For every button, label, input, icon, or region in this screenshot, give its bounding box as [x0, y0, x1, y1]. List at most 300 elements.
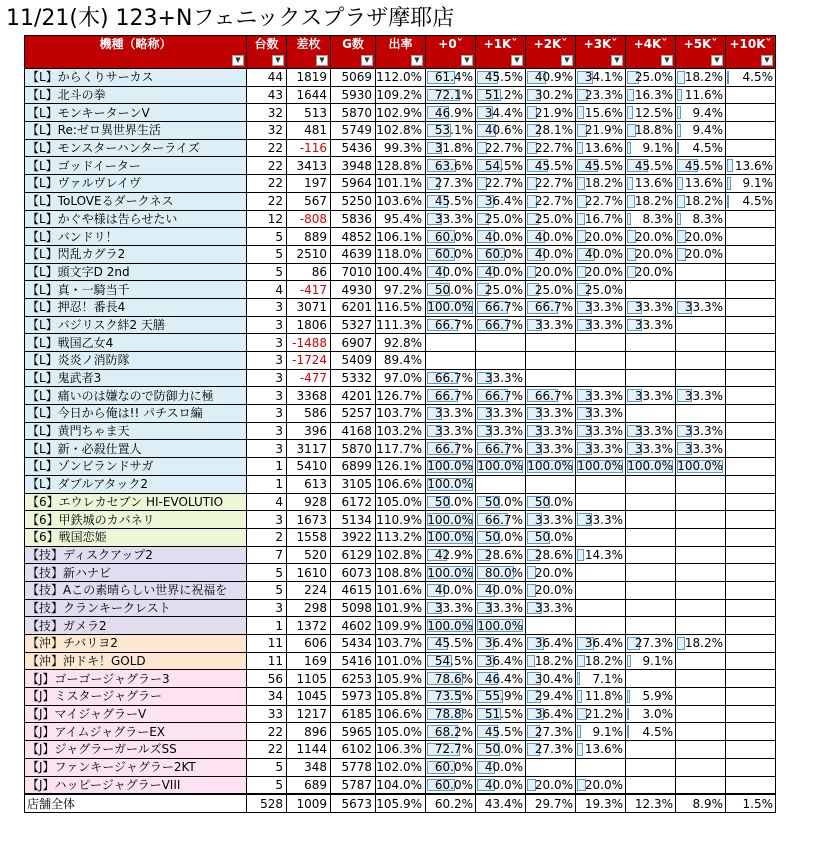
filter-dropdown-icon[interactable]: ▼ — [511, 55, 523, 66]
units-cell: 44 — [247, 69, 287, 87]
percent-cell — [526, 705, 576, 723]
rate-cell: 113.2% — [376, 528, 426, 546]
percent-value: 18.2% — [584, 654, 623, 669]
percent-cell — [426, 599, 476, 617]
percent-value: 33.3% — [584, 300, 623, 315]
percent-value: 68.2% — [434, 724, 473, 739]
percent-cell — [726, 387, 776, 405]
percent-value: 100.0% — [427, 459, 473, 474]
percent-value: 72.1% — [434, 88, 473, 103]
filter-dropdown-icon[interactable]: ▼ — [461, 55, 473, 66]
rate-cell: 101.9% — [376, 599, 426, 617]
table-row — [25, 776, 776, 794]
percent-value: 25.0% — [534, 282, 573, 297]
data-bar — [627, 89, 634, 102]
percent-cell — [676, 794, 726, 812]
percent-cell — [476, 192, 526, 210]
diff-cell: 3071 — [287, 298, 331, 316]
filter-dropdown-icon[interactable]: ▼ — [361, 55, 373, 66]
rate-cell: 106.6% — [376, 705, 426, 723]
percent-value: 28.6% — [534, 547, 573, 562]
percent-value: 100.0% — [427, 618, 473, 633]
percent-value: 45.5% — [684, 158, 723, 173]
percent-value: 18.2% — [534, 654, 573, 669]
column-header-p4k — [626, 36, 676, 69]
column-header-label: +10Kˇ — [729, 37, 772, 51]
percent-value: 33.3% — [634, 441, 673, 456]
percent-cell — [476, 475, 526, 493]
percent-value: 22.7% — [534, 176, 573, 191]
percent-cell — [526, 688, 576, 706]
units-cell: 22 — [247, 139, 287, 157]
games-cell: 4168 — [331, 422, 376, 440]
percent-cell — [476, 705, 526, 723]
column-header-label: +0ˇ — [438, 37, 463, 51]
percent-value: 45.5% — [534, 158, 573, 173]
percent-value: 25.0% — [584, 282, 623, 297]
table-row — [25, 758, 776, 776]
percent-cell — [576, 705, 626, 723]
rate-cell: 89.4% — [376, 352, 426, 370]
percent-value: 33.3% — [684, 300, 723, 315]
percent-value: 46.4% — [484, 671, 523, 686]
games-cell: 5870 — [331, 104, 376, 122]
data-table — [24, 35, 776, 813]
percent-value: 66.7% — [484, 317, 523, 332]
percent-value: 8.3% — [642, 211, 673, 226]
percent-cell — [726, 192, 776, 210]
percent-cell — [726, 422, 776, 440]
machine-name: 【6】甲鉄城のカバネリ — [25, 511, 247, 529]
percent-cell — [526, 652, 576, 670]
games-cell: 6102 — [331, 741, 376, 759]
percent-cell — [476, 670, 526, 688]
diff-cell: -417 — [287, 281, 331, 299]
column-header-p0 — [426, 36, 476, 69]
percent-cell — [426, 369, 476, 387]
percent-cell — [726, 741, 776, 759]
percent-cell — [576, 493, 626, 511]
percent-cell — [476, 387, 526, 405]
games-cell: 6907 — [331, 334, 376, 352]
data-bar — [577, 690, 582, 703]
percent-value: 100.0% — [677, 459, 723, 474]
percent-cell — [576, 139, 626, 157]
diff-cell: 586 — [287, 405, 331, 423]
percent-cell — [726, 723, 776, 741]
machine-name: 【J】ゴーゴージャグラー3 — [25, 670, 247, 688]
units-cell: 3 — [247, 316, 287, 334]
percent-value: 100.0% — [577, 459, 623, 474]
percent-value: 22.7% — [584, 194, 623, 209]
percent-cell — [526, 281, 576, 299]
data-bar — [627, 213, 631, 226]
table-row — [25, 352, 776, 370]
table-row — [25, 405, 776, 423]
percent-cell — [576, 263, 626, 281]
units-cell: 22 — [247, 175, 287, 193]
percent-value: 33.3% — [534, 600, 573, 615]
percent-value: 40.0% — [484, 264, 523, 279]
percent-value: 13.6% — [584, 141, 623, 156]
percent-cell — [676, 723, 726, 741]
percent-value: 30.4% — [534, 671, 573, 686]
percent-cell — [476, 228, 526, 246]
machine-name: 【技】クランキークレスト — [25, 599, 247, 617]
percent-value: 33.3% — [684, 441, 723, 456]
rate-cell: 104.0% — [376, 776, 426, 794]
percent-value: 50.0% — [434, 282, 473, 297]
percent-value: 66.7% — [434, 317, 473, 332]
units-cell: 3 — [247, 352, 287, 370]
percent-cell — [726, 228, 776, 246]
percent-cell — [726, 298, 776, 316]
percent-cell — [576, 369, 626, 387]
percent-cell — [626, 581, 676, 599]
rate-cell: 101.6% — [376, 581, 426, 599]
column-header-label: +1Kˇ — [483, 37, 518, 51]
table-row — [25, 175, 776, 193]
percent-value: 33.3% — [584, 424, 623, 439]
percent-cell — [676, 741, 726, 759]
percent-cell — [626, 422, 676, 440]
column-header-label: 出率 — [388, 37, 413, 51]
percent-cell — [426, 157, 476, 175]
percent-cell — [726, 652, 776, 670]
percent-value: 9.1% — [742, 176, 773, 191]
rate-cell: 126.7% — [376, 387, 426, 405]
percent-cell — [476, 298, 526, 316]
percent-cell — [676, 175, 726, 193]
percent-cell — [476, 546, 526, 564]
percent-cell — [576, 652, 626, 670]
machine-name: 【L】かぐや様は告らせたい — [25, 210, 247, 228]
percent-cell — [676, 334, 726, 352]
percent-value: 20.0% — [634, 229, 673, 244]
diff-cell: -116 — [287, 139, 331, 157]
percent-cell — [426, 776, 476, 794]
units-cell: 5 — [247, 564, 287, 582]
percent-cell — [626, 758, 676, 776]
games-cell: 5257 — [331, 405, 376, 423]
percent-value: 4.5% — [742, 194, 773, 209]
page-title: 11/21(木) 123+Nフェニックスプラザ摩耶店 — [6, 6, 455, 31]
percent-cell — [676, 387, 726, 405]
percent-cell — [426, 758, 476, 776]
percent-cell — [526, 741, 576, 759]
percent-cell — [426, 69, 476, 87]
percent-cell — [726, 175, 776, 193]
percent-cell — [426, 617, 476, 635]
diff-cell: 1673 — [287, 511, 331, 529]
percent-cell — [426, 387, 476, 405]
units-cell: 3 — [247, 298, 287, 316]
percent-cell — [676, 670, 726, 688]
percent-cell — [626, 263, 676, 281]
percent-value: 4.5% — [742, 70, 773, 85]
filter-dropdown-icon[interactable]: ▼ — [611, 55, 623, 66]
percent-cell — [726, 86, 776, 104]
percent-cell — [676, 316, 726, 334]
percent-value: 50.0% — [534, 530, 573, 545]
filter-dropdown-icon[interactable]: ▼ — [232, 55, 244, 66]
machine-name: 【L】Re:ゼロ異世界生活 — [25, 122, 247, 140]
percent-cell — [476, 599, 526, 617]
percent-value: 13.6% — [584, 742, 623, 757]
data-bar — [627, 106, 633, 119]
percent-cell — [576, 210, 626, 228]
percent-cell — [626, 352, 676, 370]
percent-cell — [626, 316, 676, 334]
units-cell: 5 — [247, 581, 287, 599]
percent-value: 50.0% — [484, 494, 523, 509]
percent-value: 7.1% — [592, 671, 623, 686]
diff-cell: 1045 — [287, 688, 331, 706]
percent-cell — [526, 564, 576, 582]
table-row — [25, 86, 776, 104]
units-cell: 32 — [247, 122, 287, 140]
percent-value: 20.0% — [534, 264, 573, 279]
games-cell: 5870 — [331, 440, 376, 458]
percent-value: 60.0% — [484, 247, 523, 262]
machine-name: 【J】ジャグラーガールズSS — [25, 741, 247, 759]
percent-cell — [576, 741, 626, 759]
percent-cell — [426, 723, 476, 741]
percent-cell — [576, 334, 626, 352]
percent-cell — [426, 281, 476, 299]
diff-cell: 689 — [287, 776, 331, 794]
percent-value: 36.4% — [534, 636, 573, 651]
games-cell: 5250 — [331, 192, 376, 210]
table-row — [25, 192, 776, 210]
table-row — [25, 316, 776, 334]
diff-cell: -477 — [287, 369, 331, 387]
percent-cell — [476, 528, 526, 546]
games-cell: 5416 — [331, 652, 376, 670]
percent-value: 33.3% — [584, 388, 623, 403]
percent-cell — [426, 511, 476, 529]
percent-cell — [476, 352, 526, 370]
percent-value: 20.0% — [584, 264, 623, 279]
percent-cell — [426, 298, 476, 316]
percent-value: 78.6% — [434, 671, 473, 686]
diff-cell: 197 — [287, 175, 331, 193]
percent-value: 28.1% — [534, 123, 573, 138]
percent-cell — [676, 546, 726, 564]
filter-dropdown-icon[interactable]: ▼ — [272, 55, 284, 66]
diff-cell: 3117 — [287, 440, 331, 458]
percent-value: 20.0% — [534, 583, 573, 598]
data-bar — [577, 106, 584, 119]
percent-cell — [526, 440, 576, 458]
percent-value: 33.3% — [484, 371, 523, 386]
percent-value: 15.6% — [584, 105, 623, 120]
units-cell: 1 — [247, 458, 287, 476]
percent-cell — [526, 352, 576, 370]
percent-value: 66.7% — [484, 300, 523, 315]
column-header-units — [247, 36, 287, 69]
data-bar — [727, 195, 729, 208]
column-header-label: +5Kˇ — [683, 37, 718, 51]
percent-value: 27.3% — [434, 176, 473, 191]
table-row — [25, 599, 776, 617]
units-cell: 4 — [247, 281, 287, 299]
diff-cell: -1488 — [287, 334, 331, 352]
percent-cell — [726, 688, 776, 706]
percent-cell — [476, 723, 526, 741]
rate-cell: 117.7% — [376, 440, 426, 458]
percent-cell — [426, 652, 476, 670]
percent-cell — [476, 440, 526, 458]
filter-dropdown-icon[interactable]: ▼ — [411, 55, 423, 66]
percent-cell — [426, 705, 476, 723]
total-row — [25, 794, 776, 812]
machine-name: 【L】痛いのは嫌なので防御力に極 — [25, 387, 247, 405]
percent-cell — [626, 69, 676, 87]
percent-cell — [576, 104, 626, 122]
percent-cell — [426, 670, 476, 688]
percent-value: 78.8% — [434, 707, 473, 722]
percent-cell — [526, 228, 576, 246]
filter-dropdown-icon[interactable]: ▼ — [761, 55, 773, 66]
percent-cell — [576, 422, 626, 440]
games-cell: 5434 — [331, 635, 376, 653]
rate-cell: 101.0% — [376, 652, 426, 670]
percent-cell — [676, 298, 726, 316]
machine-name: 【技】新ハナビ — [25, 564, 247, 582]
percent-value: 11.6% — [684, 88, 723, 103]
machine-name: 【L】黄門ちゃま天 — [25, 422, 247, 440]
percent-value: 33.3% — [534, 317, 573, 332]
games-cell: 5973 — [331, 688, 376, 706]
percent-cell — [726, 493, 776, 511]
diff-cell: 169 — [287, 652, 331, 670]
percent-cell — [726, 511, 776, 529]
percent-value: 40.0% — [484, 229, 523, 244]
percent-value: 33.3% — [634, 317, 673, 332]
data-bar — [677, 142, 679, 155]
units-cell: 7 — [247, 546, 287, 564]
rate-cell: 128.8% — [376, 157, 426, 175]
percent-cell — [526, 334, 576, 352]
table-row — [25, 369, 776, 387]
percent-cell — [576, 405, 626, 423]
games-cell: 5327 — [331, 316, 376, 334]
machine-name: 【L】モンスターハンターライズ — [25, 139, 247, 157]
units-cell: 3 — [247, 599, 287, 617]
percent-cell — [576, 564, 626, 582]
diff-cell: 889 — [287, 228, 331, 246]
filter-dropdown-icon[interactable]: ▼ — [711, 55, 723, 66]
games-cell: 4201 — [331, 387, 376, 405]
percent-cell — [526, 458, 576, 476]
percent-cell — [426, 422, 476, 440]
percent-value: 33.3% — [584, 406, 623, 421]
filter-dropdown-icon[interactable]: ▼ — [316, 55, 328, 66]
table-row — [25, 458, 776, 476]
diff-cell: 2510 — [287, 245, 331, 263]
percent-cell — [726, 352, 776, 370]
units-cell: 3 — [247, 369, 287, 387]
percent-cell — [526, 122, 576, 140]
percent-cell — [626, 511, 676, 529]
percent-cell — [476, 581, 526, 599]
rate-cell: 109.9% — [376, 617, 426, 635]
percent-cell — [526, 422, 576, 440]
filter-dropdown-icon[interactable]: ▼ — [561, 55, 573, 66]
percent-cell — [576, 688, 626, 706]
rate-cell: 100.4% — [376, 263, 426, 281]
percent-value: 33.3% — [584, 441, 623, 456]
percent-cell — [676, 635, 726, 653]
games-cell: 5787 — [331, 776, 376, 794]
percent-cell — [526, 298, 576, 316]
percent-value: 40.0% — [434, 264, 473, 279]
percent-cell — [576, 511, 626, 529]
percent-value: 22.7% — [484, 176, 523, 191]
percent-value: 21.9% — [534, 105, 573, 120]
percent-value: 40.0% — [434, 583, 473, 598]
percent-cell — [676, 758, 726, 776]
diff-cell: 896 — [287, 723, 331, 741]
percent-cell — [576, 670, 626, 688]
table-row — [25, 528, 776, 546]
diff-cell: 1819 — [287, 69, 331, 87]
percent-cell — [726, 263, 776, 281]
percent-cell — [426, 564, 476, 582]
percent-cell — [526, 617, 576, 635]
rate-cell: 108.8% — [376, 564, 426, 582]
percent-cell — [526, 528, 576, 546]
percent-cell — [626, 192, 676, 210]
rate-cell: 102.0% — [376, 758, 426, 776]
percent-value: 20.0% — [584, 777, 623, 792]
percent-cell — [526, 369, 576, 387]
percent-cell — [626, 599, 676, 617]
percent-cell — [676, 369, 726, 387]
percent-value: 33.3% — [634, 424, 673, 439]
percent-cell — [576, 528, 626, 546]
games-cell: 5098 — [331, 599, 376, 617]
rate-cell: 106.6% — [376, 475, 426, 493]
percent-value: 33.3% — [534, 406, 573, 421]
filter-dropdown-icon[interactable]: ▼ — [661, 55, 673, 66]
table-row — [25, 705, 776, 723]
machine-name: 【L】モンキーターンV — [25, 104, 247, 122]
table-row — [25, 387, 776, 405]
percent-value: 20.0% — [634, 247, 673, 262]
rate-cell: 99.3% — [376, 139, 426, 157]
percent-value: 20.0% — [534, 565, 573, 580]
table-row — [25, 263, 776, 281]
percent-value: 33.3% — [534, 441, 573, 456]
rate-cell: 116.5% — [376, 298, 426, 316]
percent-cell — [526, 387, 576, 405]
percent-value: 16.3% — [634, 88, 673, 103]
percent-value: 100.0% — [527, 459, 573, 474]
percent-cell — [426, 263, 476, 281]
machine-name: 【沖】沖ドキ！GOLD — [25, 652, 247, 670]
machine-name: 【L】今日から俺は!! パチスロ編 — [25, 405, 247, 423]
rate-cell: 97.2% — [376, 281, 426, 299]
table-row — [25, 210, 776, 228]
machine-name: 【L】戦国乙女4 — [25, 334, 247, 352]
percent-cell — [626, 546, 676, 564]
percent-value: 11.8% — [584, 689, 623, 704]
percent-cell — [626, 405, 676, 423]
percent-cell — [476, 794, 526, 812]
percent-cell — [576, 157, 626, 175]
